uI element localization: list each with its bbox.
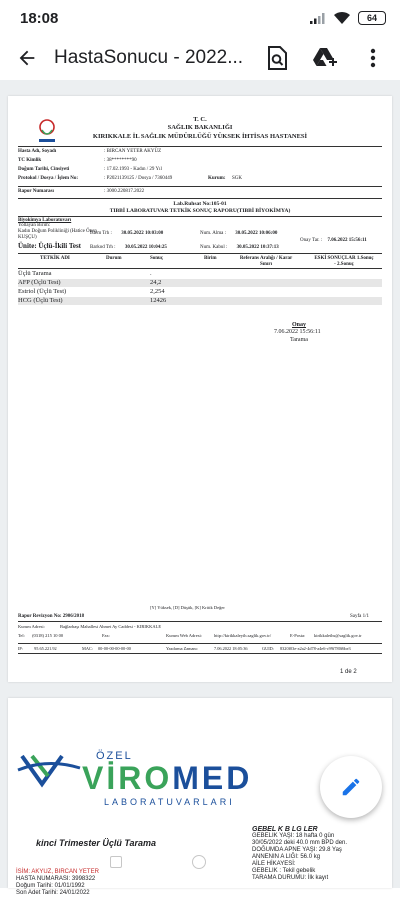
approve-date-value: 7.06.2022 15:56:11: [327, 238, 367, 243]
pregnancy-info-line: TARAMA DURUMU: İlk kayıt: [252, 875, 329, 881]
receive-date-label: Num. Kabul :: [200, 245, 228, 250]
birth-value: : 17.02.1993 - Kadın / 29 Yıl: [104, 167, 162, 172]
address-value: Bağlarbaşı Mahallesi Ahmet Ay Caddesi - KIRIKKALE: [60, 624, 162, 629]
divider: [18, 146, 382, 147]
tc-value: : 38********90: [104, 158, 137, 163]
result-row: [18, 288, 382, 296]
order-date-label: İstem Trh :: [90, 231, 112, 236]
sample-date-row: [200, 231, 277, 236]
web-value: http://kirikkaleyih.saglik.gov.tr/: [214, 633, 272, 638]
result-row: [18, 297, 382, 305]
address-label: Kurum Adresi:: [18, 624, 45, 629]
pregnancy-info-title: GEBEL K B LG LER: [252, 826, 318, 833]
divider: [18, 268, 382, 269]
result-name: AFP (Üçlü Test): [18, 279, 61, 286]
guid-label: GUID:: [262, 646, 274, 651]
divider: [18, 216, 382, 217]
fax-label: Fax:: [102, 633, 111, 638]
order-date-row: [90, 231, 163, 236]
address-row: [18, 624, 382, 629]
print-label: Yazdırma Zamanı:: [166, 646, 198, 651]
pregnancy-info-line: AİLE HİKAYESİ:: [252, 861, 296, 867]
result-row: [18, 279, 382, 287]
tc-label: TC Kimlik: [18, 158, 42, 163]
protocol-value: : P2021139125 / Dosya / 7360449: [104, 176, 173, 181]
unit-title: Ünite: Üçlü-İkili Test: [18, 242, 82, 250]
result-name: HCG (Üçlü Test): [18, 297, 63, 304]
more-vert-icon: [370, 48, 376, 68]
edit-pencil-icon: [340, 776, 362, 798]
edit-fab-button[interactable]: [320, 756, 382, 818]
result-name: Estriol (Üçlü Test): [18, 288, 67, 295]
add-to-drive-button[interactable]: [306, 39, 344, 77]
brand-top: ÖZEL: [96, 750, 133, 762]
document-title: HastaSonucu - 2022...: [54, 47, 244, 68]
divider: [18, 621, 382, 622]
appbar-actions: [258, 39, 400, 77]
status-bar: [0, 0, 400, 36]
result-value: .: [150, 270, 152, 277]
ministry-line-1: T. C.: [193, 116, 207, 123]
approval-by: Tarama: [290, 337, 308, 343]
approve-date-label: Onay Tar. :: [300, 238, 323, 243]
divider: [18, 653, 382, 654]
approval-date: 7.06.2022 15:56:11: [274, 329, 321, 335]
kurum-value: SGK: [232, 176, 243, 181]
protocol-label: Protokol / Dosya / İşlem No:: [18, 176, 79, 181]
divider: [18, 253, 382, 254]
revision-text: Rapor Revizyon No: 2906/2018: [18, 614, 85, 619]
page-indicator: 1 de 2: [340, 669, 357, 675]
signal-icon: [310, 12, 326, 24]
mac-label: MAC:: [82, 646, 93, 651]
divider: [18, 643, 382, 644]
col-unit: Birim: [204, 256, 217, 261]
page2-patient-line: HASTA NUMARASI: 3998322: [16, 876, 96, 882]
status-icons: [310, 11, 386, 25]
requester-value: Kadın Doğum Polikliniği (Hatice Önen KUŞÇU): [18, 229, 97, 240]
pregnancy-info-line: GEBELIK : Tekil gebelik: [252, 868, 316, 874]
page2-patient-line: Doğum Tarihi: 01/01/1992: [16, 883, 85, 889]
approval-label: Onay: [292, 322, 307, 328]
page2-patient-block: [16, 869, 166, 897]
requester-label: Yollayan Birim:: [18, 223, 51, 228]
pregnancy-info-line: GEBELIK YAŞI: 18 hafta 0 gün: [252, 833, 335, 839]
mac-value: 00-00-00-00-00-00: [98, 646, 131, 651]
patient-name-value: : BIRCAN YETER AKYÜZ: [104, 149, 162, 154]
lab-name: Biyokimya Laboratuvarı: [18, 218, 72, 223]
status-time: 18:08: [20, 9, 59, 27]
report-title: TIBBİ LABORATUVAR TETKİK SONUÇ RAPORU(TIBBİ BİYOKİMYA): [109, 208, 291, 214]
col-result: Sonuç: [150, 256, 164, 261]
accept-date-row: [90, 245, 167, 250]
page2-patient-line: Son Adet Tarihi: 24/01/2022: [16, 890, 90, 896]
hospital-name: KIRIKKALE İL SAĞLIK MÜDÜRLÜĞÜ YÜKSEK İHTİSAS HASTANESİ: [92, 133, 308, 140]
app-bar: [0, 36, 400, 80]
guid-value: 8320f03e-a2a2-4d78-a4e6-c99f780f6be3: [280, 646, 351, 651]
nav-home-hint: [192, 855, 206, 869]
brand-main-part-2: MED: [172, 760, 253, 796]
system-info-row: [18, 646, 382, 651]
result-value: 2,254: [150, 288, 165, 295]
back-button[interactable]: [0, 36, 54, 80]
viromed-logo-icon: [18, 750, 82, 788]
lab-license: Lab.Ruhsat No:105-01: [173, 201, 227, 207]
tel-label: Tel:: [18, 633, 25, 638]
pdf-page-1: [8, 96, 392, 682]
col-old-results: ESKİ SONUÇLAR 1.Sonuç - 2.Sonuç: [314, 256, 374, 267]
print-value: 7.06.2022 18:05:36: [214, 646, 248, 651]
pregnancy-info-line: DOĞUMDA APNE YAŞI: 29.8 Yaş: [252, 847, 342, 853]
result-value: 12426: [150, 297, 167, 304]
result-name: Üçlü Tarama: [18, 270, 52, 277]
result-row: [18, 270, 382, 278]
battery-icon: [358, 11, 386, 25]
ministry-line-2: SAĞLIK BAKANLIĞI: [167, 124, 233, 131]
accept-date-value: 30.05.2022 10:04:25: [124, 245, 167, 250]
approve-date-row: [300, 238, 367, 243]
order-date-value: 30.05.2022 10:03:00: [121, 231, 164, 236]
battery-level: 64: [366, 13, 377, 23]
report-number-value: : 3000.220817.2022: [104, 189, 145, 194]
arrow-back-icon: [16, 47, 38, 69]
find-in-page-icon: [266, 46, 288, 70]
search-in-document-button[interactable]: [258, 39, 296, 77]
page2-patient-line: İSİM: AKYUZ, BIRCAN YETER: [16, 869, 99, 875]
birth-label: Doğum Tarihi, Cinsiyeti: [18, 167, 70, 172]
brand-main: [82, 760, 252, 797]
report-number-label: Rapor Numarası: [18, 189, 54, 194]
accept-date-label: Barkod Trh :: [90, 245, 116, 250]
contact-row: [18, 633, 382, 638]
col-reference: Referans Aralığı / Karar Sınırı: [239, 256, 293, 267]
col-test-name: TETKİK ADI: [40, 256, 70, 261]
col-status: Durum: [106, 256, 122, 261]
ip-label: IP:: [18, 646, 24, 651]
page-of-text: Sayfa 1/1: [350, 614, 370, 619]
brand-main-part-1: VİRO: [82, 760, 173, 796]
pregnancy-info-block: [252, 826, 388, 882]
sample-date-label: Num. Alma :: [200, 231, 226, 236]
email-label: E-Posta:: [290, 633, 306, 638]
patient-name-label: Hasta Adı, Soyadı: [18, 149, 57, 154]
web-label: Kurum Web Adresi:: [166, 633, 203, 638]
wifi-icon: [333, 11, 351, 25]
drive-add-icon: [312, 47, 338, 69]
pregnancy-info-line: 30/05/2022 deki 40.0 mm BPD den.: [252, 840, 348, 846]
divider: [18, 186, 382, 187]
result-value: 24,2: [150, 279, 162, 286]
legend-text: [Y] Yüksek, [D] Düşük, [K] Kritik Değer: [150, 605, 225, 610]
more-options-button[interactable]: [354, 39, 392, 77]
page2-title: kinci Trimester Üçlü Tarama: [36, 838, 157, 848]
receive-date-row: [200, 245, 279, 250]
kurum-label: Kurum:: [208, 176, 226, 181]
ip-value: 95.65.221.92: [34, 646, 57, 651]
brand-sub: LABORATUVARLARI: [104, 797, 235, 807]
divider: [18, 198, 382, 199]
sample-date-value: 30.05.2022 10:06:00: [235, 231, 278, 236]
nav-back-hint: [110, 856, 122, 868]
email-value: kirikkaleihs@saglik.gov.tr: [314, 633, 362, 638]
receive-date-value: 30.05.2022 10:37:13: [236, 245, 279, 250]
tel-value: (0318) 215 10 00: [32, 633, 64, 638]
pregnancy-info-line: ANNENIN A LIĞI: 56.0 kg: [252, 854, 321, 860]
